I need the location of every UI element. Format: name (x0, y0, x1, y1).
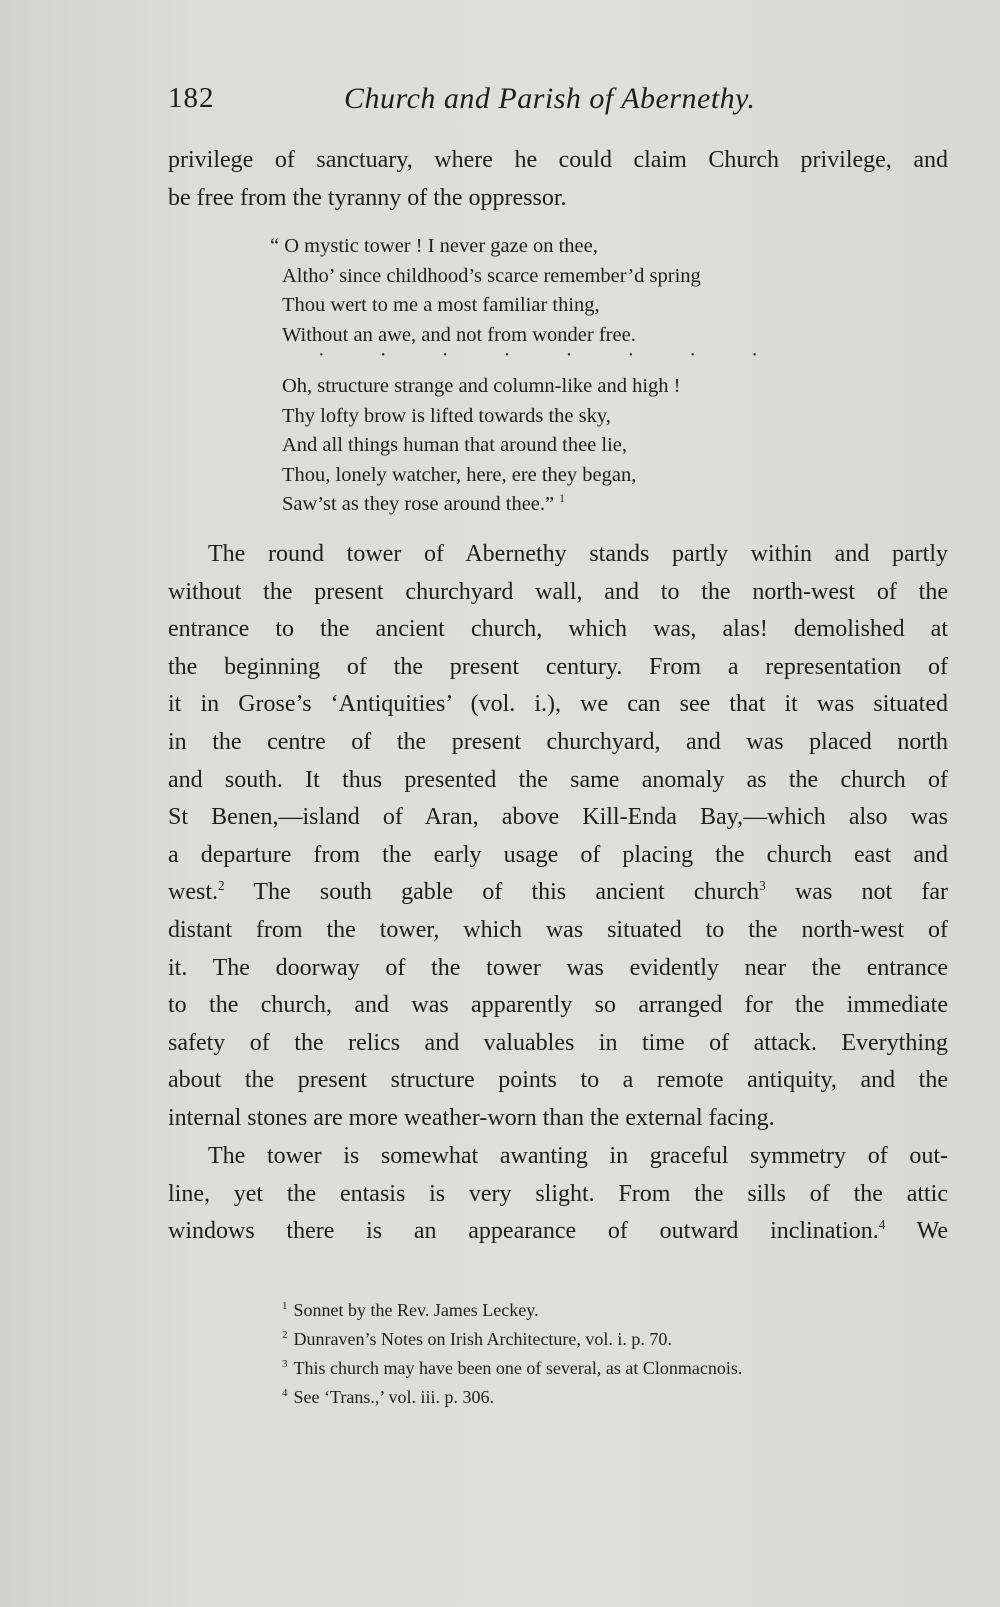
footnote-3 (282, 1354, 842, 1383)
running-header (168, 82, 788, 132)
main-text (168, 142, 948, 217)
paragraph-round-tower (168, 536, 948, 1138)
running-title: Church and Parish of Abernethy. (344, 82, 756, 115)
ellipsis-dot: · (689, 344, 697, 366)
text-line: safety of the relics and valuables in time of attack. Everything (168, 1029, 948, 1056)
footnote-ref-2[interactable]: 2 (218, 878, 225, 894)
ellipsis-dot: · (318, 344, 325, 366)
text-line: about the present structure points to a remote antiquity, and the (168, 1067, 948, 1094)
footnote-1 (282, 1296, 842, 1325)
text-line: internal stones are more weather-worn than the external facing. (168, 1104, 775, 1131)
text-line: in the centre of the present churchyard, and was placed north (168, 728, 948, 755)
text-fragment: The south gable of this ancient church (224, 879, 760, 906)
poem-line: Altho’ since childhood’s scarce remember’d spring (282, 264, 701, 287)
footnote-ref-4[interactable]: 4 (878, 1217, 886, 1233)
poem-line: Oh, structure strange and column-like and high ! (282, 375, 681, 397)
ellipsis-dot: · (627, 344, 635, 366)
text-line: The tower is somewhat awanting in graceful symmetry of out- (208, 1143, 948, 1169)
text-line-with-refs (168, 874, 948, 912)
text-line: be free from the tyranny of the oppressor. (168, 184, 567, 211)
footnote-mark: 1 (282, 1300, 288, 1312)
ellipsis-dot: · (503, 344, 511, 366)
poem-line: Thou wert to me a most familiar thing, (282, 294, 600, 316)
footnote-mark: 3 (282, 1358, 288, 1370)
text-line: St Benen,—island of Aran, above Kill-Enda Bay,—which also was (168, 804, 948, 831)
ellipsis-dot: · (751, 344, 758, 366)
poem-line: Without an awe, and not from wonder free. (282, 323, 636, 346)
text-line: the beginning of the present century. From a representation of (168, 653, 948, 680)
text-line-with-refs (168, 1213, 948, 1251)
text-line: line, yet the entasis is very slight. From the sills of the attic (168, 1180, 948, 1207)
text-fragment: west. (168, 879, 218, 906)
footnote-mark: 4 (282, 1387, 288, 1399)
ellipsis-dot: · (565, 344, 573, 366)
text-line: The round tower of Abernethy stands partly within and partly (208, 541, 948, 567)
text-line: it in Grose’s ‘Antiquities’ (vol. i.), we can see that it was situated (168, 691, 948, 718)
paragraph-symmetry (168, 1138, 948, 1251)
text-line: entrance to the ancient church, which was, alas! demolished at (168, 616, 948, 643)
footnote-2 (282, 1325, 842, 1354)
text-line: privilege of sanctuary, where he could claim Church privilege, and (168, 147, 948, 173)
footnote-text: Sonnet by the Rev. James Leckey. (293, 1300, 539, 1320)
ellipsis-dots (318, 344, 758, 372)
footnote-text: See ‘Trans.,’ vol. iii. p. 306. (293, 1387, 494, 1407)
text-line: without the present churchyard wall, and to the north-west of the (168, 578, 948, 605)
footnote-4 (282, 1383, 842, 1412)
text-line: to the church, and was apparently so arranged for the immediate (168, 992, 948, 1019)
ellipsis-dot: · (379, 344, 387, 366)
poem-line: Thy lofty brow is lifted towards the sky, (282, 404, 611, 427)
poem-line: Thou, lonely watcher, here, ere they began, (282, 463, 637, 486)
text-fragment: We (885, 1218, 949, 1245)
footnote-ref-3[interactable]: 3 (759, 878, 766, 894)
poem-line: And all things human that around thee lie, (282, 434, 628, 456)
poem-line-text: Saw’st as they rose around thee.” (282, 493, 555, 515)
page-number: 182 (168, 82, 215, 114)
footnote-mark: 2 (282, 1329, 288, 1341)
footnote-ref-1[interactable]: 1 (559, 493, 565, 506)
footnote-text: Dunraven’s Notes on Irish Architecture, vol. i. p. 70. (293, 1329, 672, 1349)
poem-line-last (282, 490, 802, 520)
poem-line: “ O mystic tower ! I never gaze on thee, (270, 235, 598, 257)
text-line: and south. It thus presented the same anomaly as the church of (168, 766, 948, 793)
text-fragment: windows there is an appearance of outward inclination. (168, 1218, 879, 1245)
footnote-text: This church may have been one of several, as at Clonmacnois. (293, 1358, 743, 1378)
ellipsis-dot: · (441, 344, 449, 366)
text-line: distant from the tower, which was situated to the north-west of (168, 916, 948, 943)
footnotes (282, 1296, 842, 1412)
poem-quotation (270, 232, 802, 520)
text-line: a departure from the early usage of placing the church east and (168, 841, 948, 868)
text-line: it. The doorway of the tower was evidently near the entrance (168, 954, 948, 981)
text-fragment: was not far (765, 879, 948, 906)
